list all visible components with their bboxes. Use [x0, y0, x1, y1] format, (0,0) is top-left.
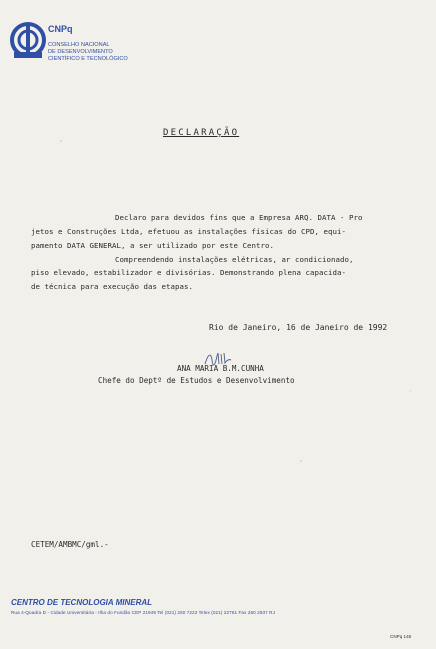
footer-address: Rua 4-Quadra D - Cidade Universitária - Ilha do Fundão CEP 21949 Tel (021) 260 7222 Telex (021) 22761 Fax 260 2837 RJ: [11, 610, 275, 615]
org-name-line-2: DE DESENVOLVIMENTO: [48, 49, 113, 55]
signer-role: Chefe do Deptº de Estudos e Desenvolvimento: [98, 376, 295, 385]
body-line-3: pamento DATA GENERAL, a ser utilizado por este Centro.: [31, 241, 274, 250]
body-line-6: de técnica para execução das etapas.: [31, 282, 193, 291]
paper-speck: [410, 390, 411, 392]
place-date: Rio de Janeiro, 16 de Janeiro de 1992: [209, 323, 388, 332]
org-name-line-3: CIENTÍFICO E TECNOLÓGICO: [48, 56, 128, 62]
body-line-1: Declaro para devidos fins que a Empresa ARQ. DATA - Pro: [115, 213, 363, 222]
page-code: CNPq 145: [390, 634, 412, 639]
paper-speck: [60, 140, 62, 142]
document-reference: CETEM/AMBMC/gml.-: [31, 540, 109, 549]
org-abbreviation: CNPq: [48, 24, 73, 34]
signer-name: ANA MARIA B.M.CUNHA: [177, 364, 264, 373]
body-line-4: Compreendendo instalações elétricas, ar condicionado,: [115, 255, 354, 264]
footer-institution-name: CENTRO DE TECNOLOGIA MINERAL: [11, 598, 153, 607]
body-line-2: jetos e Construções Ltda, efetuou as instalações físicas do CPD, equi-: [31, 227, 346, 236]
body-line-5: piso elevado, estabilizador e divisórias. Demonstrando plena capacida-: [31, 268, 346, 277]
paper-speck: [300, 460, 302, 462]
org-name-line-1: CONSELHO NACIONAL: [48, 42, 110, 48]
document-title: DECLARAÇÃO: [163, 128, 240, 138]
cnpq-logo-icon: [10, 22, 46, 60]
